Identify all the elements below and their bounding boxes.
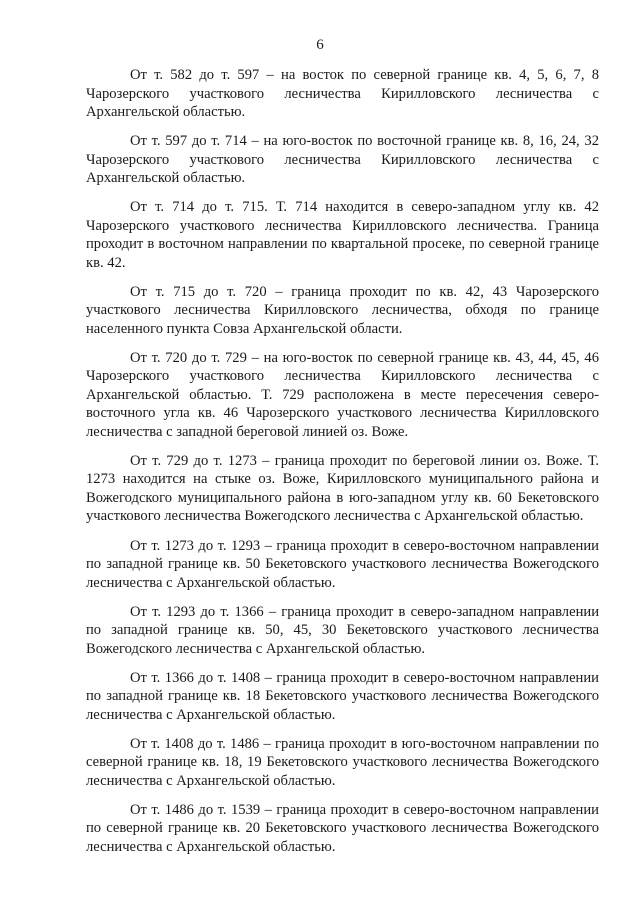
paragraph: От т. 1273 до т. 1293 – граница проходит в северо-восточном направлении по западной границе кв. 50 Бекетовского участкового лесничества Вожегодского лесничества с Архангельской областью.: [86, 537, 599, 591]
paragraph: От т. 714 до т. 715. Т. 714 находится в северо-западном углу кв. 42 Чарозерского участкового лесничества Кирилловского лесничества. Граница проходит в восточном направлении по квартальной просеке, по северной границе кв. 42.: [86, 199, 599, 271]
paragraph: От т. 1293 до т. 1366 – граница проходит в северо-западном направлении по западной границе кв. 50, 45, 30 Бекетовского участкового лесничества Вожегодского лесничества с Архангельской областью.: [86, 603, 599, 657]
paragraph: От т. 582 до т. 597 – на восток по северной границе кв. 4, 5, 6, 7, 8 Чарозерского участкового лесничества Кирилловского лесничества с Архангельской областью.: [86, 67, 599, 120]
document-body: [86, 66, 599, 867]
paragraph: От т. 1366 до т. 1408 – граница проходит в северо-восточном направлении по западной границе кв. 18 Бекетовского участкового лесничества Вожегодского лесничества с Архангельской областью.: [86, 669, 599, 723]
paragraph: От т. 729 до т. 1273 – граница проходит по береговой линии оз. Воже. Т. 1273 находится на стыке оз. Воже, Кирилловского муниципального района и Вожегодского муниципального района в юго-западном углу кв. 60 Бекетовского участкового лесничества Вожегодского лесничества с Архангельской областью.: [86, 452, 599, 525]
page-number: 6: [316, 37, 324, 53]
paragraph: От т. 597 до т. 714 – на юго-восток по восточной границе кв. 8, 16, 24, 32 Чарозерского участкового лесничества Кирилловского лесничества с Архангельской областью.: [86, 133, 599, 187]
paragraph: От т. 720 до т. 729 – на юго-восток по северной границе кв. 43, 44, 45, 46 Чарозерского участкового лесничества Кирилловского лесничества с Архангельской областью. Т. 729 расположена в месте пересечения северо-восточного угла кв. 46 Чарозерского участкового лесничества Кирилловского лесничества с западной береговой линией оз. Воже.: [86, 349, 599, 440]
paragraph: От т. 1486 до т. 1539 – граница проходит в северо-восточном направлении по северной границе кв. 20 Бекетовского участкового лесничества Вожегодского лесничества с Архангельской областью.: [86, 801, 599, 855]
paragraph: От т. 1408 до т. 1486 – граница проходит в юго-восточном направлении по северной границе кв. 18, 19 Бекетовского участкового лесничества Вожегодского лесничества с Архангельской областью.: [86, 735, 599, 789]
paragraph: От т. 715 до т. 720 – граница проходит по кв. 42, 43 Чарозерского участкового лесничества Кирилловского лесничества, обходя по границе населенного пункта Совза Архангельской области.: [86, 283, 599, 337]
